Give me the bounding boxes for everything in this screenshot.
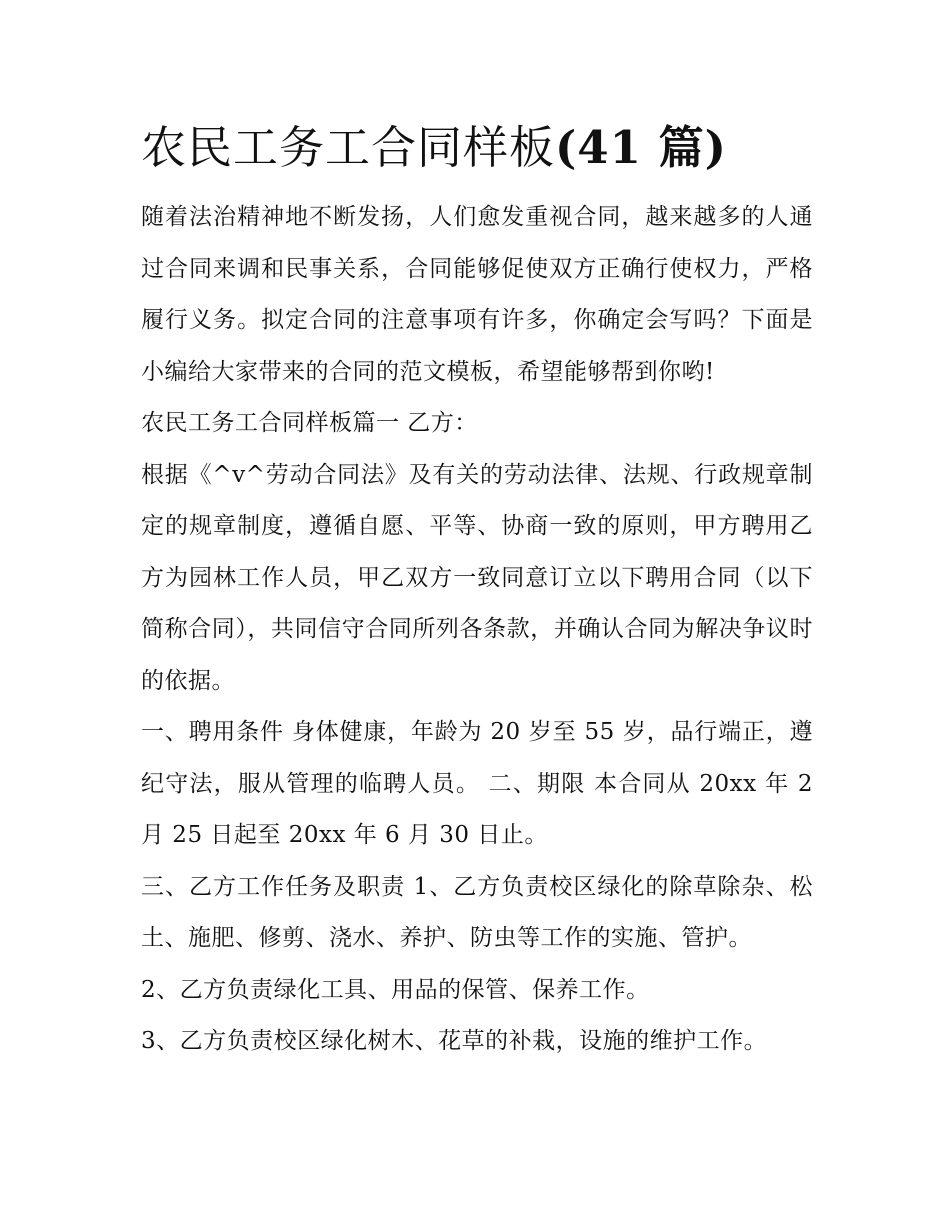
section-heading-part-one: 农民工务工合同样板篇一 乙方： [141, 410, 478, 436]
document-content [141, 118, 813, 1068]
intro-paragraph: 随着法治精神地不断发扬，人们愈发重视合同，越来越多的人通过合同来调和民事关系，合同能够促使双方正确行使权力，严格履行义务。拟定合同的注意事项有许多，你确定会写吗？下面是小编给大家带来的合同的范文模板，希望能够帮到你哟! [141, 204, 813, 385]
clause-conditions-term: 一、聘用条件 身体健康，年龄为 20 岁至 55 岁，品行端正，遵纪守法，服从管理的临聘人员。 二、期限 本合同从 20xx 年 2 月 25 日起至 20xx 年 6 月 30 日止。 [141, 719, 813, 848]
document-title-main: 农民工务工合同样板 [141, 121, 556, 174]
clause-duties-2: 2、乙方负责绿化工具、用品的保管、保养工作。 [141, 976, 650, 1003]
clause-duties-1: 三、乙方工作任务及职责 1、乙方负责校区绿化的除草除杂、松土、施肥、修剪、浇水、养护、防虫等工作的实施、管护。 [141, 873, 813, 951]
document-body [141, 192, 813, 1068]
clause-duties-3: 3、乙方负责校区绿化树木、花草的补栽，设施的维护工作。 [141, 1028, 768, 1054]
document-title-suffix: (41 篇) [555, 121, 727, 174]
preamble-paragraph: 根据《^v^劳动合同法》及有关的劳动法律、法规、行政规章制定的规章制度，遵循自愿、平等、协商一致的原则，甲方聘用乙方为园林工作人员，甲乙双方一致同意订立以下聘用合同（以下简称合同），共同信守合同所列各条款，并确认合同为解决争议时的依据。 [141, 461, 813, 694]
document-title [141, 118, 813, 178]
